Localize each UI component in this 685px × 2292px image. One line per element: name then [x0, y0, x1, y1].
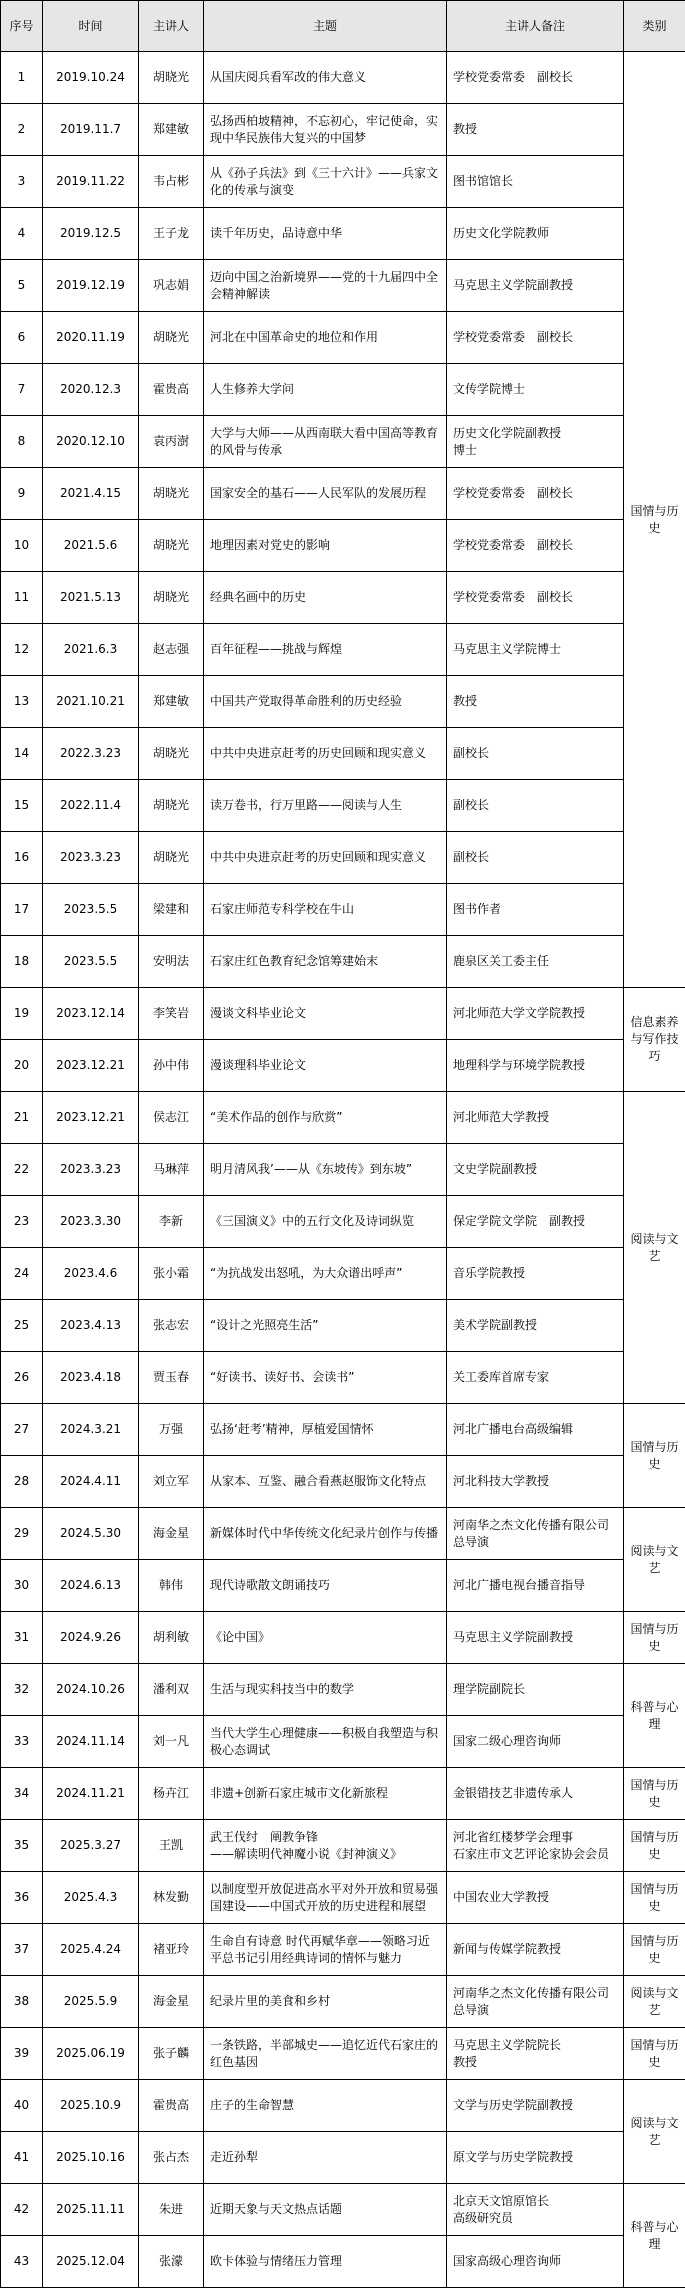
cell-speaker-note: 国家二级心理咨询师 [447, 1716, 624, 1768]
cell-no: 16 [1, 832, 43, 884]
cell-speaker: 韦占彬 [139, 156, 204, 208]
cell-no: 19 [1, 988, 43, 1040]
cell-date: 2024.3.21 [43, 1404, 139, 1456]
cell-category: 国情与历史 [624, 1768, 685, 1820]
cell-date: 2019.10.24 [43, 52, 139, 104]
cell-topic: 非遗+创新石家庄城市文化新旅程 [204, 1768, 447, 1820]
cell-speaker-note: 学校党委常委 副校长 [447, 520, 624, 572]
table-row [1, 1352, 685, 1404]
cell-speaker: 胡晓光 [139, 780, 204, 832]
table-row [1, 988, 685, 1040]
cell-speaker: 胡晓光 [139, 728, 204, 780]
cell-topic: 迈向中国之治新境界——党的十九届四中全会精神解读 [204, 260, 447, 312]
cell-topic: 漫谈文科毕业论文 [204, 988, 447, 1040]
cell-no: 5 [1, 260, 43, 312]
cell-date: 2025.4.3 [43, 1872, 139, 1924]
cell-topic: 明月清风我’——从《东坡传》到东坡” [204, 1144, 447, 1196]
cell-category: 国情与历史 [624, 2028, 685, 2080]
cell-speaker: 朱进 [139, 2184, 204, 2236]
table-row [1, 104, 685, 156]
cell-date: 2022.3.23 [43, 728, 139, 780]
header-speaker-note: 主讲人备注 [447, 1, 624, 52]
cell-date: 2024.9.26 [43, 1612, 139, 1664]
cell-category: 信息素养与写作技巧 [624, 988, 685, 1092]
table-row [1, 1976, 685, 2028]
cell-no: 43 [1, 2236, 43, 2288]
cell-topic: 人生修养大学问 [204, 364, 447, 416]
cell-speaker-note: 图书馆馆长 [447, 156, 624, 208]
cell-speaker: 海金星 [139, 1508, 204, 1560]
cell-speaker-note: 地理科学与环境学院教授 [447, 1040, 624, 1092]
cell-date: 2025.12.04 [43, 2236, 139, 2288]
table-row [1, 1820, 685, 1872]
cell-speaker-note: 马克思主义学院副教授 [447, 1612, 624, 1664]
header-category: 类别 [624, 1, 685, 52]
cell-topic: 生命自有诗意 时代再赋华章——领略习近平总书记引用经典诗词的情怀与魅力 [204, 1924, 447, 1976]
cell-speaker: 胡晓光 [139, 520, 204, 572]
cell-no: 33 [1, 1716, 43, 1768]
cell-speaker-note: 关工委库首席专家 [447, 1352, 624, 1404]
header-topic: 主题 [204, 1, 447, 52]
table-header-row [1, 1, 685, 52]
cell-topic: 中共中央进京赶考的历史回顾和现实意义 [204, 832, 447, 884]
cell-category: 国情与历史 [624, 1612, 685, 1664]
table-row [1, 780, 685, 832]
cell-speaker-note: 新闻与传媒学院教授 [447, 1924, 624, 1976]
cell-topic: “为抗战发出怒吼，为大众谱出呼声” [204, 1248, 447, 1300]
cell-topic: 百年征程——挑战与辉煌 [204, 624, 447, 676]
cell-category: 阅读与文艺 [624, 1976, 685, 2028]
cell-no: 22 [1, 1144, 43, 1196]
cell-date: 2024.11.14 [43, 1716, 139, 1768]
cell-speaker: 褚亚玲 [139, 1924, 204, 1976]
cell-speaker: 梁建和 [139, 884, 204, 936]
cell-speaker-note: 河北师范大学文学院教授 [447, 988, 624, 1040]
cell-no: 26 [1, 1352, 43, 1404]
table-row [1, 1040, 685, 1092]
table-row [1, 572, 685, 624]
table-row [1, 1456, 685, 1508]
table-row [1, 676, 685, 728]
cell-topic: 《三国演义》中的五行文化及诗词纵览 [204, 1196, 447, 1248]
table-row [1, 1300, 685, 1352]
cell-speaker: 胡晓光 [139, 468, 204, 520]
cell-no: 38 [1, 1976, 43, 2028]
table-row [1, 1924, 685, 1976]
cell-date: 2023.3.30 [43, 1196, 139, 1248]
table-row [1, 156, 685, 208]
table-row [1, 468, 685, 520]
header-speaker: 主讲人 [139, 1, 204, 52]
cell-topic: 读万卷书，行万里路——阅读与人生 [204, 780, 447, 832]
cell-no: 42 [1, 2184, 43, 2236]
cell-speaker: 王子龙 [139, 208, 204, 260]
cell-date: 2021.5.13 [43, 572, 139, 624]
cell-date: 2025.4.24 [43, 1924, 139, 1976]
cell-speaker: 贾玉春 [139, 1352, 204, 1404]
cell-topic: 一条铁路，半部城史——追忆近代石家庄的红色基因 [204, 2028, 447, 2080]
cell-topic: 《论中国》 [204, 1612, 447, 1664]
cell-speaker: 李新 [139, 1196, 204, 1248]
cell-date: 2019.12.19 [43, 260, 139, 312]
table-row [1, 728, 685, 780]
cell-topic: “设计之光照亮生活” [204, 1300, 447, 1352]
cell-no: 1 [1, 52, 43, 104]
table-row [1, 1092, 685, 1144]
cell-topic: 弘扬西柏坡精神，不忘初心，牢记使命，实现中华民族伟大复兴的中国梦 [204, 104, 447, 156]
cell-topic: 武王伐纣 阐教争锋 ——解读明代神魔小说《封神演义》 [204, 1820, 447, 1872]
cell-date: 2020.11.19 [43, 312, 139, 364]
cell-speaker: 侯志江 [139, 1092, 204, 1144]
cell-topic: 新媒体时代中华传统文化纪录片创作与传播 [204, 1508, 447, 1560]
cell-speaker: 袁丙澍 [139, 416, 204, 468]
cell-date: 2019.11.7 [43, 104, 139, 156]
cell-topic: 庄子的生命智慧 [204, 2080, 447, 2132]
cell-speaker: 赵志强 [139, 624, 204, 676]
cell-speaker: 张濛 [139, 2236, 204, 2288]
cell-date: 2025.10.9 [43, 2080, 139, 2132]
table-row [1, 364, 685, 416]
cell-no: 2 [1, 104, 43, 156]
cell-category: 国情与历史 [624, 1820, 685, 1872]
cell-speaker-note: 文传学院博士 [447, 364, 624, 416]
table-row [1, 2080, 685, 2132]
table-row [1, 1768, 685, 1820]
cell-no: 13 [1, 676, 43, 728]
table-row [1, 1404, 685, 1456]
cell-no: 40 [1, 2080, 43, 2132]
cell-speaker: 郑建敏 [139, 104, 204, 156]
table-row [1, 1664, 685, 1716]
cell-topic: “美术作品的创作与欣赏” [204, 1092, 447, 1144]
header-date: 时间 [43, 1, 139, 52]
cell-speaker: 霍贵高 [139, 2080, 204, 2132]
cell-no: 23 [1, 1196, 43, 1248]
table-row [1, 1560, 685, 1612]
cell-speaker-note: 美术学院副教授 [447, 1300, 624, 1352]
cell-speaker-note: 马克思主义学院院长 教授 [447, 2028, 624, 2080]
cell-date: 2020.12.3 [43, 364, 139, 416]
cell-category: 阅读与文艺 [624, 1508, 685, 1612]
cell-speaker-note: 河南华之杰文化传播有限公司总导演 [447, 1976, 624, 2028]
cell-no: 29 [1, 1508, 43, 1560]
cell-date: 2025.11.11 [43, 2184, 139, 2236]
cell-speaker: 潘利双 [139, 1664, 204, 1716]
cell-no: 36 [1, 1872, 43, 1924]
cell-date: 2023.12.14 [43, 988, 139, 1040]
table-body [1, 52, 685, 2288]
cell-date: 2021.10.21 [43, 676, 139, 728]
cell-speaker-note: 原文学与历史学院教授 [447, 2132, 624, 2184]
cell-no: 39 [1, 2028, 43, 2080]
cell-speaker: 杨卉江 [139, 1768, 204, 1820]
cell-speaker: 孙中伟 [139, 1040, 204, 1092]
cell-topic: 当代大学生心理健康——积极自我塑造与积极心态调试 [204, 1716, 447, 1768]
cell-speaker-note: 文学与历史学院副教授 [447, 2080, 624, 2132]
cell-speaker: 胡晓光 [139, 52, 204, 104]
cell-no: 6 [1, 312, 43, 364]
cell-date: 2025.3.27 [43, 1820, 139, 1872]
table-row [1, 312, 685, 364]
cell-speaker-note: 副校长 [447, 832, 624, 884]
cell-speaker: 李笑岩 [139, 988, 204, 1040]
table-row [1, 936, 685, 988]
cell-speaker-note: 理学院副院长 [447, 1664, 624, 1716]
table-row [1, 208, 685, 260]
cell-no: 17 [1, 884, 43, 936]
cell-no: 32 [1, 1664, 43, 1716]
cell-no: 28 [1, 1456, 43, 1508]
cell-no: 25 [1, 1300, 43, 1352]
table-row [1, 1196, 685, 1248]
cell-no: 8 [1, 416, 43, 468]
cell-category: 国情与历史 [624, 52, 685, 988]
cell-speaker: 王凯 [139, 1820, 204, 1872]
cell-topic: 现代诗歌散文朗诵技巧 [204, 1560, 447, 1612]
cell-speaker-note: 副校长 [447, 780, 624, 832]
cell-speaker-note: 学校党委常委 副校长 [447, 572, 624, 624]
cell-no: 7 [1, 364, 43, 416]
cell-date: 2021.6.3 [43, 624, 139, 676]
cell-no: 21 [1, 1092, 43, 1144]
cell-category: 阅读与文艺 [624, 2080, 685, 2184]
cell-speaker: 张占杰 [139, 2132, 204, 2184]
cell-topic: 读千年历史，品诗意中华 [204, 208, 447, 260]
cell-speaker: 韩伟 [139, 1560, 204, 1612]
cell-no: 4 [1, 208, 43, 260]
cell-speaker: 林发勤 [139, 1872, 204, 1924]
cell-date: 2025.06.19 [43, 2028, 139, 2080]
cell-speaker: 张志宏 [139, 1300, 204, 1352]
cell-speaker-note: 鹿泉区关工委主任 [447, 936, 624, 988]
cell-speaker-note: 文史学院副教授 [447, 1144, 624, 1196]
cell-date: 2023.4.6 [43, 1248, 139, 1300]
cell-speaker-note: 音乐学院教授 [447, 1248, 624, 1300]
cell-no: 18 [1, 936, 43, 988]
cell-no: 24 [1, 1248, 43, 1300]
cell-speaker-note: 河北科技大学教授 [447, 1456, 624, 1508]
cell-topic: 从《孙子兵法》到《三十六计》——兵家文化的传承与演变 [204, 156, 447, 208]
cell-speaker: 刘一凡 [139, 1716, 204, 1768]
cell-topic: 生活与现实科技当中的数学 [204, 1664, 447, 1716]
cell-no: 30 [1, 1560, 43, 1612]
cell-category: 阅读与文艺 [624, 1092, 685, 1404]
cell-date: 2023.4.13 [43, 1300, 139, 1352]
table-row [1, 1612, 685, 1664]
table-row [1, 2184, 685, 2236]
cell-date: 2024.5.30 [43, 1508, 139, 1560]
cell-speaker-note: 国家高级心理咨询师 [447, 2236, 624, 2288]
cell-date: 2023.3.23 [43, 832, 139, 884]
cell-speaker: 郑建敏 [139, 676, 204, 728]
cell-no: 14 [1, 728, 43, 780]
cell-topic: 弘扬‘赶考’精神，厚植爱国情怀 [204, 1404, 447, 1456]
cell-no: 3 [1, 156, 43, 208]
cell-date: 2020.12.10 [43, 416, 139, 468]
cell-topic: 中共中央进京赶考的历史回顾和现实意义 [204, 728, 447, 780]
cell-speaker: 安明法 [139, 936, 204, 988]
cell-topic: 中国共产党取得革命胜利的历史经验 [204, 676, 447, 728]
cell-speaker: 刘立军 [139, 1456, 204, 1508]
table-row [1, 2236, 685, 2288]
cell-date: 2024.6.13 [43, 1560, 139, 1612]
cell-date: 2021.4.15 [43, 468, 139, 520]
cell-date: 2023.5.5 [43, 936, 139, 988]
table-row [1, 2028, 685, 2080]
cell-speaker-note: 河北广播电视台播音指导 [447, 1560, 624, 1612]
cell-topic: 石家庄师范专科学校在牛山 [204, 884, 447, 936]
cell-date: 2024.10.26 [43, 1664, 139, 1716]
cell-date: 2022.11.4 [43, 780, 139, 832]
cell-date: 2024.4.11 [43, 1456, 139, 1508]
cell-category: 科普与心理 [624, 2184, 685, 2288]
table-row [1, 52, 685, 104]
cell-speaker: 马琳萍 [139, 1144, 204, 1196]
cell-speaker: 万强 [139, 1404, 204, 1456]
cell-speaker-note: 教授 [447, 676, 624, 728]
table-row [1, 1872, 685, 1924]
cell-topic: 纪录片里的美食和乡村 [204, 1976, 447, 2028]
cell-no: 20 [1, 1040, 43, 1092]
cell-speaker: 海金星 [139, 1976, 204, 2028]
cell-no: 10 [1, 520, 43, 572]
cell-category: 科普与心理 [624, 1664, 685, 1768]
cell-speaker: 胡晓光 [139, 572, 204, 624]
cell-category: 国情与历史 [624, 1404, 685, 1508]
table-row [1, 1144, 685, 1196]
cell-topic: 从国庆阅兵看军改的伟大意义 [204, 52, 447, 104]
table-row [1, 884, 685, 936]
cell-no: 41 [1, 2132, 43, 2184]
cell-speaker-note: 保定学院文学院 副教授 [447, 1196, 624, 1248]
cell-topic: “好读书、读好书、会读书” [204, 1352, 447, 1404]
cell-no: 27 [1, 1404, 43, 1456]
cell-date: 2019.12.5 [43, 208, 139, 260]
cell-speaker-note: 图书作者 [447, 884, 624, 936]
cell-speaker-note: 副校长 [447, 728, 624, 780]
cell-speaker-note: 河北广播电台高级编辑 [447, 1404, 624, 1456]
cell-speaker-note: 马克思主义学院副教授 [447, 260, 624, 312]
cell-speaker-note: 河南华之杰文化传播有限公司总导演 [447, 1508, 624, 1560]
table-row [1, 1716, 685, 1768]
cell-date: 2023.12.21 [43, 1092, 139, 1144]
cell-speaker-note: 历史文化学院教师 [447, 208, 624, 260]
cell-topic: 河北在中国革命史的地位和作用 [204, 312, 447, 364]
cell-topic: 经典名画中的历史 [204, 572, 447, 624]
cell-speaker-note: 河北省红楼梦学会理事 石家庄市文艺评论家协会会员 [447, 1820, 624, 1872]
cell-topic: 从家本、互鉴、融合看燕赵服饰文化特点 [204, 1456, 447, 1508]
cell-speaker-note: 教授 [447, 104, 624, 156]
cell-topic: 大学与大师——从西南联大看中国高等教育的风骨与传承 [204, 416, 447, 468]
cell-speaker-note: 中国农业大学教授 [447, 1872, 624, 1924]
cell-topic: 漫谈理科毕业论文 [204, 1040, 447, 1092]
cell-date: 2023.5.5 [43, 884, 139, 936]
table-row [1, 416, 685, 468]
cell-category: 国情与历史 [624, 1924, 685, 1976]
cell-topic: 以制度型开放促进高水平对外开放和贸易强国建设——中国式开放的历史进程和展望 [204, 1872, 447, 1924]
cell-speaker: 霍贵高 [139, 364, 204, 416]
table-row [1, 520, 685, 572]
cell-speaker: 胡晓光 [139, 832, 204, 884]
cell-speaker-note: 学校党委常委 副校长 [447, 312, 624, 364]
cell-no: 15 [1, 780, 43, 832]
header-no: 序号 [1, 1, 43, 52]
table-row [1, 1508, 685, 1560]
cell-speaker: 巩志娟 [139, 260, 204, 312]
cell-speaker-note: 马克思主义学院博士 [447, 624, 624, 676]
cell-date: 2025.10.16 [43, 2132, 139, 2184]
cell-topic: 国家安全的基石——人民军队的发展历程 [204, 468, 447, 520]
table-row [1, 624, 685, 676]
cell-date: 2025.5.9 [43, 1976, 139, 2028]
cell-speaker-note: 学校党委常委 副校长 [447, 52, 624, 104]
cell-date: 2023.4.18 [43, 1352, 139, 1404]
cell-speaker: 胡晓光 [139, 312, 204, 364]
table-row [1, 832, 685, 884]
cell-date: 2021.5.6 [43, 520, 139, 572]
cell-speaker: 张小霜 [139, 1248, 204, 1300]
cell-date: 2023.3.23 [43, 1144, 139, 1196]
cell-speaker-note: 河北师范大学教授 [447, 1092, 624, 1144]
cell-category: 国情与历史 [624, 1872, 685, 1924]
cell-date: 2024.11.21 [43, 1768, 139, 1820]
table-row [1, 260, 685, 312]
cell-topic: 近期天象与天文热点话题 [204, 2184, 447, 2236]
cell-date: 2023.12.21 [43, 1040, 139, 1092]
cell-speaker: 张子麟 [139, 2028, 204, 2080]
cell-no: 9 [1, 468, 43, 520]
cell-topic: 欧卡体验与情绪压力管理 [204, 2236, 447, 2288]
cell-speaker-note: 金银错技艺非遗传承人 [447, 1768, 624, 1820]
table-row [1, 1248, 685, 1300]
cell-topic: 地理因素对党史的影响 [204, 520, 447, 572]
table-row [1, 2132, 685, 2184]
cell-no: 35 [1, 1820, 43, 1872]
cell-speaker-note: 历史文化学院副教授 博士 [447, 416, 624, 468]
cell-no: 11 [1, 572, 43, 624]
cell-speaker: 胡利敏 [139, 1612, 204, 1664]
cell-speaker-note: 北京天文馆原馆长 高级研究员 [447, 2184, 624, 2236]
cell-topic: 石家庄红色教育纪念馆筹建始末 [204, 936, 447, 988]
cell-speaker-note: 学校党委常委 副校长 [447, 468, 624, 520]
cell-no: 31 [1, 1612, 43, 1664]
cell-date: 2019.11.22 [43, 156, 139, 208]
cell-no: 37 [1, 1924, 43, 1976]
cell-no: 12 [1, 624, 43, 676]
cell-topic: 走近孙犁 [204, 2132, 447, 2184]
cell-no: 34 [1, 1768, 43, 1820]
